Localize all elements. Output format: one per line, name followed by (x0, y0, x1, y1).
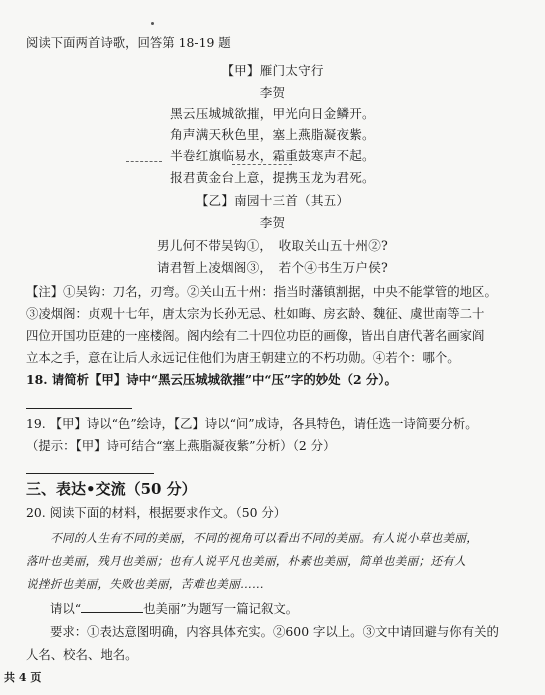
note-line: 【注】①吴钩：刀名，刃弯。②关山五十州：指当时藩镇割据，中央不能掌管的地区。 (26, 284, 497, 299)
requirement-line: 人名、校名、地名。 (26, 647, 138, 662)
poem-a-line: 角声满天秋色里，塞上燕脂凝夜紫。 (170, 127, 375, 142)
speck-mark (151, 22, 154, 25)
poem-a-line: 黑云压城城欲摧，甲光向日金鳞开。 (170, 106, 375, 121)
poem-a-author: 李贺 (259, 85, 286, 100)
poem-b-title: 【乙】南园十三首（其五） (195, 193, 350, 208)
poem-b-line: 男儿何不带吴钩①， 收取关山五十州②? (157, 238, 388, 253)
poem-a-title: 【甲】雁门太守行 (221, 63, 324, 78)
answer-line (26, 473, 154, 474)
question-19-line2: （提示：【甲】诗可结合“塞上燕脂凝夜紫”分析）（2 分） (26, 438, 336, 453)
essay-prompt-suffix: 也美丽”为题写一篇记叙文。 (143, 601, 299, 616)
essay-prompt-prefix: 请以“ (50, 601, 82, 616)
section-three-heading: 三、表达•交流（50 分） (26, 480, 197, 498)
poem-a-line: 报君黄金台上意，提携玉龙为君死。 (170, 170, 375, 185)
poem-b-line: 请君暂上凌烟阁③， 若个④书生万户侯? (157, 260, 388, 275)
note-line: 立本之手，意在让后人永远记住他们为唐王朝建立的不朽功勋。④若个：哪个。 (26, 350, 460, 365)
title-blank (81, 600, 143, 613)
essay-prompt (50, 600, 298, 617)
stray-mark (232, 164, 292, 165)
material-line: 说挫折也美丽，失败也美丽，苦难也美丽…… (26, 577, 264, 591)
material-line: 不同的人生有不同的美丽，不同的视角可以看出不同的美丽。有人说小草也美丽， (50, 531, 479, 545)
reading-intro: 阅读下面两首诗歌，回答第 18-19 题 (26, 35, 231, 50)
note-line: 四位开国功臣建的一座楼阁。阁内绘有二十四位功臣的画像，皆出自唐代著名画家阎 (26, 328, 485, 343)
poem-b-author: 李贺 (259, 215, 286, 230)
requirement-line: 要求：①表达意图明确，内容具体充实。②600 字以上。③文中请回避与你有关的 (50, 624, 499, 639)
question-19-line1: 19. 【甲】诗以“色”绘诗，【乙】诗以“问”成诗，各具特色，请任选一诗简要分析。 (26, 416, 478, 431)
page-footer: 共 4 页 (4, 671, 42, 684)
note-line: ③凌烟阁：贞观十七年，唐太宗为长孙无忌、杜如晦、房玄龄、魏征、虞世南等二十 (26, 306, 485, 321)
question-18: 18. 请简析【甲】诗中“黑云压城城欲摧”中“压”字的妙处（2 分）。 (26, 372, 397, 387)
material-line: 落叶也美丽，残月也美丽；也有人说平凡也美丽，朴素也美丽，简单也美丽；还有人 (26, 554, 467, 568)
question-20: 20. 阅读下面的材料，根据要求作文。（50 分） (26, 505, 287, 520)
answer-line (26, 408, 132, 409)
poem-a-line: 半卷红旗临易水，霜重鼓寒声不起。 (170, 148, 375, 163)
